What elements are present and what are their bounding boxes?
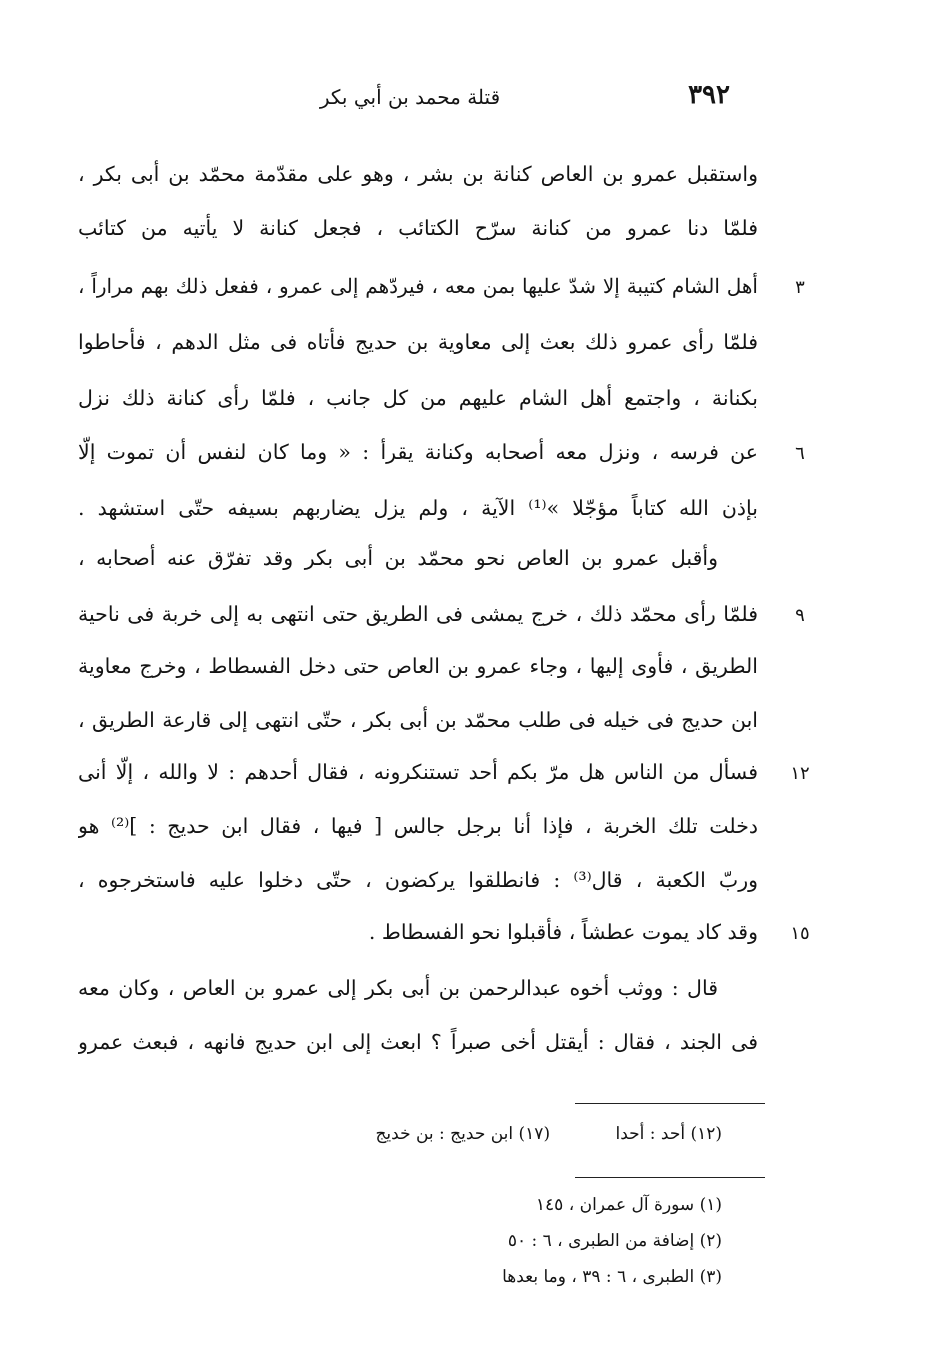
text-line: أهل الشام كتيبة إلا شدّ عليها بمن معه ، فيردّهم إلى عمرو ، ففعل ذلك بهم مراراً ، (78, 274, 758, 298)
footnote-3: (٣) الطبرى ، ٦ : ٣٩ ، وما بعدها (502, 1267, 722, 1287)
line-number-15: ١٥ (790, 923, 810, 944)
variant-note: (١٢) أحد : أحدا (615, 1124, 722, 1144)
text-line: قال : ووثب أخوه عبدالرحمن بن أبى بكر إلى عمرو بن العاص ، وكان معه (78, 976, 718, 1000)
line-number-12: ١٢ (790, 763, 810, 784)
text-line: عن فرسه ، ونزل معه أصحابه وكنانة يقرأ : « وما كان لنفس أن تموت إلّا (78, 440, 758, 464)
variant-note: (١٧) ابن حديج : بن خديج (375, 1124, 551, 1144)
variants-divider (575, 1103, 765, 1104)
text-line: بكنانة ، واجتمع أهل الشام عليهم من كل جانب ، فلمّا رأى كنانة ذلك نزل (78, 386, 758, 410)
text-line: وقد كاد يموت عطشاً ، فأقبلوا نحو الفسطاط . (368, 920, 758, 944)
text-line: الطريق ، فأوى إليها ، وجاء عمرو بن العاص حتى دخل الفسطاط ، وخرج معاوية (78, 654, 758, 678)
text-line: وأقبل عمرو بن العاص نحو محمّد بن أبى بكر وقد تفرّق عنه أصحابه ، (78, 546, 718, 570)
text-line: دخلت تلك الخربة ، فإذا أنا برجل جالس [ فيها ، فقال ابن حديج : ]⁽²⁾ هو (78, 814, 758, 838)
text-line: فى الجند ، فقال : أيقتل أخى صبراً ؟ ابعث إلى ابن حديج فانهه ، فبعث عمرو (78, 1030, 758, 1054)
textual-variants (300, 1118, 722, 1150)
footnote-2: (٢) إضافة من الطبرى ، ٦ : ٥٠ (507, 1231, 722, 1251)
page-number: ٣٩٢ (688, 80, 730, 110)
footnote-1: (١) سورة آل عمران ، ١٤٥ (535, 1195, 722, 1215)
text-line: فلمّا رأى محمّد ذلك ، خرج يمشى فى الطريق حتى انتهى به إلى خربة فى ناحية (78, 602, 758, 626)
text-line: ابن حديج فى خيله فى طلب محمّد بن أبى بكر ، حتّى انتهى إلى قارعة الطريق ، (78, 708, 758, 732)
line-number-6: ٦ (795, 443, 805, 464)
text-line: فلمّا رأى عمرو ذلك بعث إلى معاوية بن حديج فأتاه فى مثل الدهم ، فأحاطوا (78, 330, 758, 354)
text-line: بإذن الله كتاباً مؤجّلا »⁽¹⁾ الآية ، ولم يزل يضاربهم بسيفه حتّى استشهد . (78, 496, 758, 520)
text-line: وربّ الكعبة ، قال⁽³⁾ : فانطلقوا يركضون ، حتّى دخلوا عليه فاستخرجوه ، (78, 868, 758, 892)
text-line: واستقبل عمرو بن العاص كنانة بن بشر ، وهو على مقدّمة محمّد بن أبى بكر ، (78, 162, 758, 186)
text-line: فسأل من الناس هل مرّ بكم أحد تستنكرونه ، فقال أحدهم : لا والله ، إلّا أنى (78, 760, 758, 784)
footnotes-divider (575, 1177, 765, 1178)
running-header-title: قتلة محمد بن أبي بكر (319, 85, 501, 109)
line-number-3: ٣ (795, 277, 805, 298)
text-line: فلمّا دنا عمرو من كنانة سرّح الكتائب ، فجعل كنانة لا يأتيه من كتائب (78, 216, 758, 240)
line-number-9: ٩ (795, 605, 805, 626)
